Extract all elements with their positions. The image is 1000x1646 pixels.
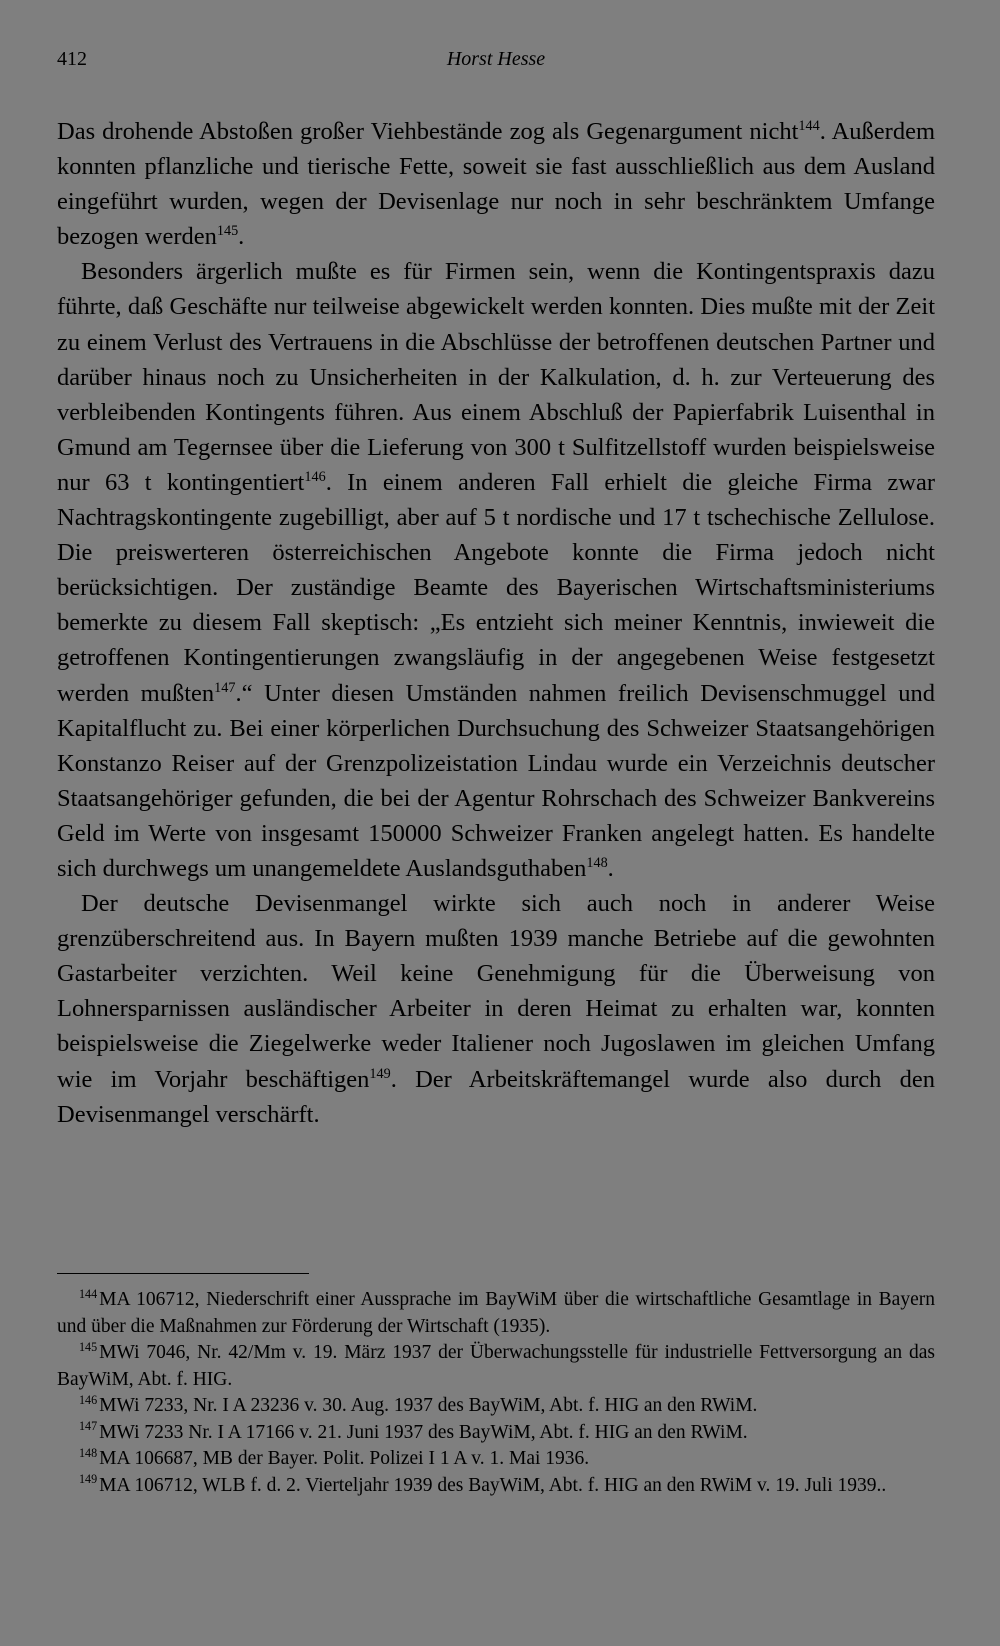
footnote (57, 1340, 935, 1393)
footnote-reference: 149 (369, 1065, 391, 1082)
footnote-number: 147 (79, 1419, 98, 1434)
page-number: 412 (57, 48, 87, 70)
page-header (57, 48, 935, 78)
footnote-text: MA 106687, MB der Bayer. Polit. Polizei I 1 A v. 1. Mai 1936. (99, 1448, 590, 1469)
paragraph-text: Besonders ärgerlich mußte es für Firmen sein, wenn die Kontingentspraxis dazu führte, daß Geschäfte nur teilweise abgewickelt werden konnten. Dies mußte mit der Zeit zu einem Verlust des Vertrauens in die Abschlüsse der betroffenen deutschen Partner und darüber hinaus noch zu Unsicherheiten in der Kalkulation, d. h. zur Verteuerung des verbleibenden Kontingents führen. Aus einem Abschluß der Papierfabrik Luisenthal in Gmund am Tegernsee über die Lieferung von 300 t Sulfitzellstoff wurden beispielsweise nur 63 t kontingentiert (57, 258, 935, 496)
paragraph (57, 254, 935, 886)
footnotes (57, 1287, 935, 1499)
paragraph-text: . (238, 223, 245, 251)
paragraph-text: . Der Arbeitskräftemangel wurde also durch den Devisenmangel verschärft. (57, 1065, 935, 1128)
paragraph-text: . Außerdem konnten pflanzliche und tierische Fette, soweit sie fast ausschließlich aus dem Ausland eingeführt wurden, wegen der Devisenlage nur noch in sehr beschränktem Umfange bezogen werden (57, 118, 935, 251)
footnote-reference: 148 (586, 855, 608, 872)
paragraph-text: Das drohende Abstoßen großer Viehbestände zog als Gegenargument nicht (57, 118, 799, 145)
footnote-number: 149 (79, 1472, 98, 1487)
footnote-text: MWi 7233 Nr. I A 17166 v. 21. Juni 1937 des BayWiM, Abt. f. HIG an den RWiM. (99, 1421, 748, 1443)
footnote (57, 1473, 935, 1500)
footnote-reference: 146 (304, 469, 326, 486)
footnote-text: MWi 7046, Nr. 42/Mm v. 19. März 1937 der Überwachungsstelle für industrielle Fettversorgung an das BayWiM, Abt. f. HIG. (57, 1342, 935, 1390)
footnote-number: 146 (79, 1392, 98, 1407)
paragraph-text: Der deutsche Devisenmangel wirkte sich auch noch in anderer Weise grenzüberschreitend aus. In Bayern mußten 1939 manche Betriebe auf die gewohnten Gastarbeiter verzichten. Weil keine Genehmigung für die Überweisung von Lohnersparnissen ausländischer Arbeiter in deren Heimat zu erhalten war, konnten beispielsweise die Ziegelwerke weder Italiener noch Jugoslawen im gleichen Umfang wie im Vorjahr beschäftigen (57, 890, 935, 1093)
footnote (57, 1420, 935, 1447)
running-head: Horst Hesse (446, 48, 546, 70)
footnote-reference: 147 (214, 679, 236, 696)
body-text (57, 114, 935, 1132)
footnote-rule (57, 1273, 309, 1274)
paragraph-text: .“ Unter diesen Umständen nahmen freilich Devisenschmuggel und Kapitalflucht zu. Bei einer körperlichen Durchsuchung des Schweizer Staatsangehörigen Konstanzo Reiser auf der Grenzpolizeistation Lindau wurde ein Verzeichnis deutscher Staatsangehöriger gefunden, die bei der Agentur Rohrschach des Schweizer Bankvereins Geld im Werte von insgesamt 150000 Schweizer Franken angelegt hatten. Es handelte sich durchwegs um unangemeldete Auslandsguthaben (57, 679, 935, 882)
footnote (57, 1446, 935, 1473)
paragraph-text: . (607, 854, 614, 882)
paragraph (57, 114, 935, 254)
footnote-number: 148 (79, 1445, 98, 1460)
footnote-text: MA 106712, WLB f. d. 2. Vierteljahr 1939 des BayWiM, Abt. f. HIG an den RWiM v. 19. Juli 1939.. (99, 1474, 887, 1496)
footnote-reference: 145 (216, 223, 239, 240)
footnote-reference: 144 (798, 118, 820, 135)
paragraph-text: . In einem anderen Fall erhielt die gleiche Firma zwar Nachtragskontingente zugebilligt, aber auf 5 t nordische und 17 t tschechische Zellulose. Die preiswerteren österreichischen Angebote konnte die Firma jedoch nicht berücksichtigen. Der zuständige Beamte des Bayerischen Wirtschaftsministeriums bemerkte zu diesem Fall skeptisch: „Es entzieht sich meiner Kenntnis, inwieweit die getroffenen Kontingentierungen zwangsläufig in der angegebenen Weise festgesetzt werden mußten (57, 468, 935, 707)
footnote (57, 1393, 935, 1420)
footnote (57, 1287, 935, 1340)
footnote-text: MWi 7233, Nr. I A 23236 v. 30. Aug. 1937 des BayWiM, Abt. f. HIG an den RWiM. (99, 1395, 758, 1416)
footnote-number: 145 (79, 1339, 98, 1354)
footnote-number: 144 (79, 1286, 98, 1301)
paragraph (57, 886, 935, 1132)
footnote-text: MA 106712, Niederschrift einer Aussprache im BayWiM über die wirtschaftliche Gesamtlage in Bayern und über die Maßnahmen zur Förderung der Wirtschaft (1935). (57, 1289, 935, 1337)
